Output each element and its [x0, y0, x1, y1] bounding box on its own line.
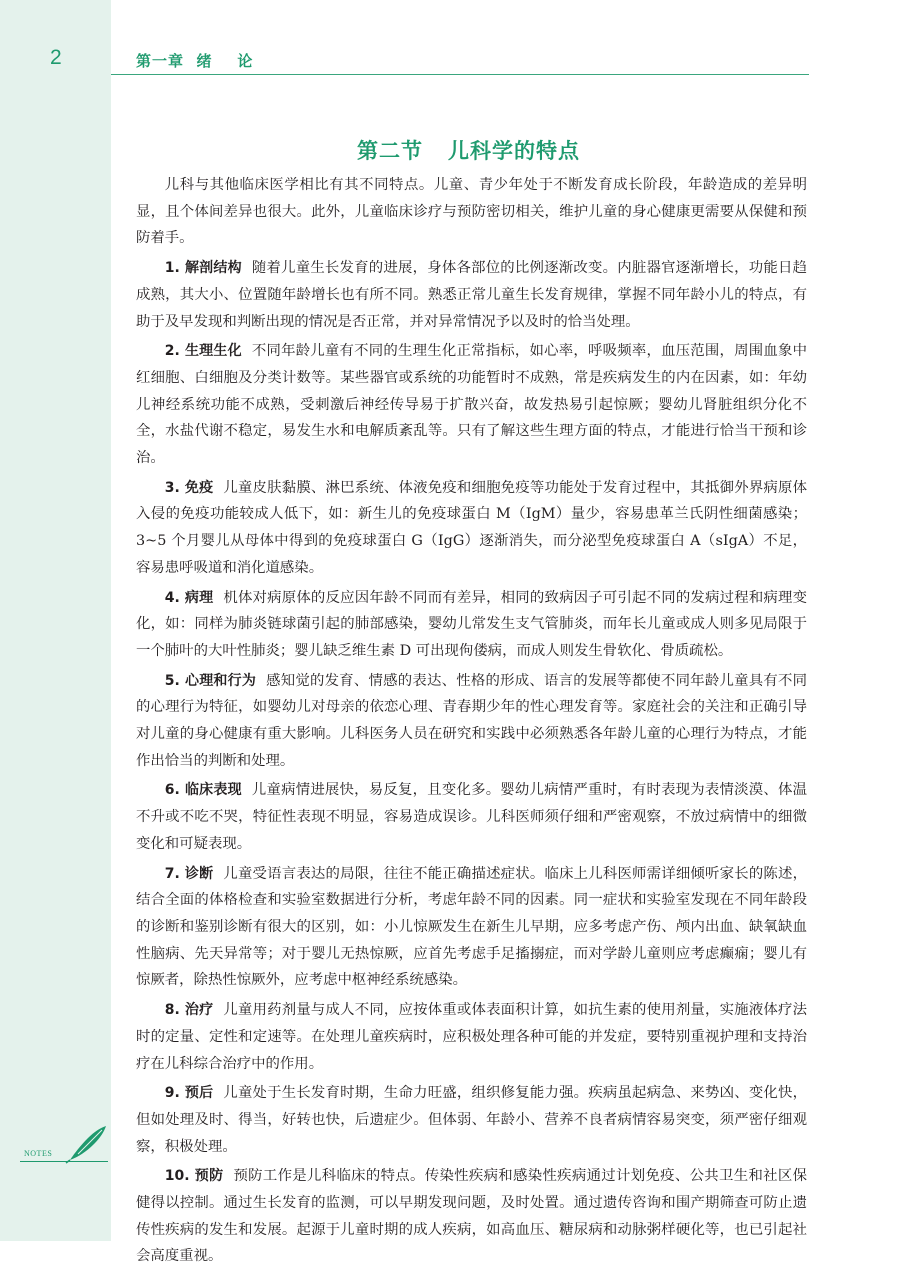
intro-paragraph: 儿科与其他临床医学相比有其不同特点。儿童、青少年处于不断发育成长阶段，年龄造成的差异明显，且个体间差异也很大。此外，儿童临床诊疗与预防密切相关，维护儿童的身心健康更需要从保健和预防着手。 [136, 177, 807, 247]
term-physiology: 2. 生理生化 [164, 343, 242, 360]
paragraph-treatment [136, 997, 807, 1077]
text-treatment: 儿童用药剂量与成人不同，应按体重或体表面积计算，如抗生素的使用剂量，实施液体疗法时的定量、定性和定速等。在处理儿童疾病时，应积极处理各种可能的并发症，要特别重视护理和支持治疗在儿科综合治疗中的作用。 [136, 1002, 807, 1072]
term-prognosis: 9. 预后 [164, 1085, 214, 1102]
page-number: 2 [50, 46, 62, 69]
text-immunity: 儿童皮肤黏膜、淋巴系统、体液免疫和细胞免疫等功能处于发育过程中，其抵御外界病原体入侵的免疫功能较成人低下，如：新生儿的免疫球蛋白 M（IgM）量少，容易患革兰氏阴性细菌感染；3~5 个月婴儿从母体中得到的免疫球蛋白 G（IgG）逐渐消失，而分泌型免疫球蛋白 A（sIgA）不足，容易患呼吸道和消化道感染。 [136, 479, 807, 576]
body-text [136, 172, 807, 1273]
text-prevention: 预防工作是儿科临床的特点。传染性疾病和感染性疾病通过计划免疫、公共卫生和社区保健得以控制。通过生长发育的监测，可以早期发现问题，及时处置。通过遗传咨询和围产期筛查可防止遗传性疾病的发生和发展。起源于儿童时期的成人疾病，如高血压、糖尿病和动脉粥样硬化等，也已引起社会高度重视。 [136, 1168, 807, 1265]
notes-area [20, 1124, 110, 1170]
term-immunity: 3. 免疫 [164, 479, 214, 496]
paragraph-anatomy [136, 255, 807, 335]
term-prevention: 10. 预防 [164, 1168, 224, 1185]
pen-icon [64, 1124, 110, 1164]
text-prognosis: 儿童处于生长发育时期，生命力旺盛，组织修复能力强。疾病虽起病急、来势凶、变化快，但如处理及时、得当，好转也快，后遗症少。但体弱、年龄小、营养不良者病情容易突变，须严密仔细观察，积极处理。 [136, 1085, 807, 1155]
paragraph-prognosis [136, 1080, 807, 1160]
notes-line [20, 1161, 108, 1162]
paragraph-pathology [136, 585, 807, 665]
paragraph-immunity [136, 475, 807, 582]
header-rule [111, 74, 809, 75]
term-psychology: 5. 心理和行为 [164, 672, 257, 689]
term-clinical: 6. 临床表现 [164, 782, 242, 799]
notes-label: NOTES [24, 1149, 53, 1158]
paragraph-prevention [136, 1163, 807, 1270]
paragraph-physiology [136, 338, 807, 472]
chapter-header: 第一章 绪 论 [136, 52, 254, 70]
text-physiology: 不同年龄儿童有不同的生理生化正常指标，如心率，呼吸频率，血压范围，周围血象中红细胞、白细胞及分类计数等。某些器官或系统的功能暂时不成熟，常是疾病发生的内在因素，如：年幼儿神经系统功能不成熟，受刺激后神经传导易于扩散兴奋，故发热易引起惊厥；婴幼儿肾脏组织分化不全，水盐代谢不稳定，易发生水和电解质紊乱等。只有了解这些生理方面的特点，才能进行恰当干预和诊治。 [136, 343, 807, 467]
section-title: 第二节 儿科学的特点 [357, 139, 580, 164]
text-psychology: 感知觉的发育、情感的表达、性格的形成、语言的发展等都使不同年龄儿童具有不同的心理行为特征，如婴幼儿对母亲的依恋心理、青春期少年的性心理发育等。家庭社会的关注和正确引导对儿童的身心健康有重大影响。儿科医务人员在研究和实践中必须熟悉各年龄儿童的心理行为特点，才能作出恰当的判断和处理。 [136, 672, 807, 769]
margin-strip [0, 0, 111, 1241]
term-anatomy: 1. 解剖结构 [164, 260, 242, 277]
text-diagnosis: 儿童受语言表达的局限，往往不能正确描述症状。临床上儿科医师需详细倾听家长的陈述，结合全面的体格检查和实验室数据进行分析，考虑年龄不同的因素。同一症状和实验室发现在不同年龄段的诊断和鉴别诊断有很大的区别，如：小儿惊厥发生在新生儿早期，应多考虑产伤、颅内出血、缺氧缺血性脑病、先天异常等；对于婴儿无热惊厥，应首先考虑手足搐搦症，而对学龄儿童则应考虑癫痫；婴儿有惊厥者，除热性惊厥外，应考虑中枢神经系统感染。 [136, 865, 807, 989]
term-treatment: 8. 治疗 [164, 1002, 214, 1019]
paragraph-clinical [136, 777, 807, 857]
paragraph-psychology [136, 668, 807, 775]
text-clinical: 儿童病情进展快，易反复，且变化多。婴幼儿病情严重时，有时表现为表情淡漠、体温不升或不吃不哭，特征性表现不明显，容易造成误诊。儿科医师须仔细和严密观察，不放过病情中的细微变化和可疑表现。 [136, 782, 807, 852]
text-pathology: 机体对病原体的反应因年龄不同而有差异，相同的致病因子可引起不同的发病过程和病理变化，如：同样为肺炎链球菌引起的肺部感染，婴幼儿常发生支气管肺炎，而年长儿童或成人则多见局限于一个肺叶的大叶性肺炎；婴儿缺乏维生素 D 可出现佝偻病，而成人则发生骨软化、骨质疏松。 [136, 589, 807, 659]
term-diagnosis: 7. 诊断 [164, 865, 214, 882]
paragraph-diagnosis [136, 861, 807, 995]
text-anatomy: 随着儿童生长发育的进展，身体各部位的比例逐渐改变。内脏器官逐渐增长，功能日趋成熟，其大小、位置随年龄增长也有所不同。熟悉正常儿童生长发育规律，掌握不同年龄小儿的特点，有助于及早发现和判断出现的情况是否正常，并对异常情况予以及时的恰当处理。 [136, 260, 807, 330]
term-pathology: 4. 病理 [164, 589, 214, 606]
